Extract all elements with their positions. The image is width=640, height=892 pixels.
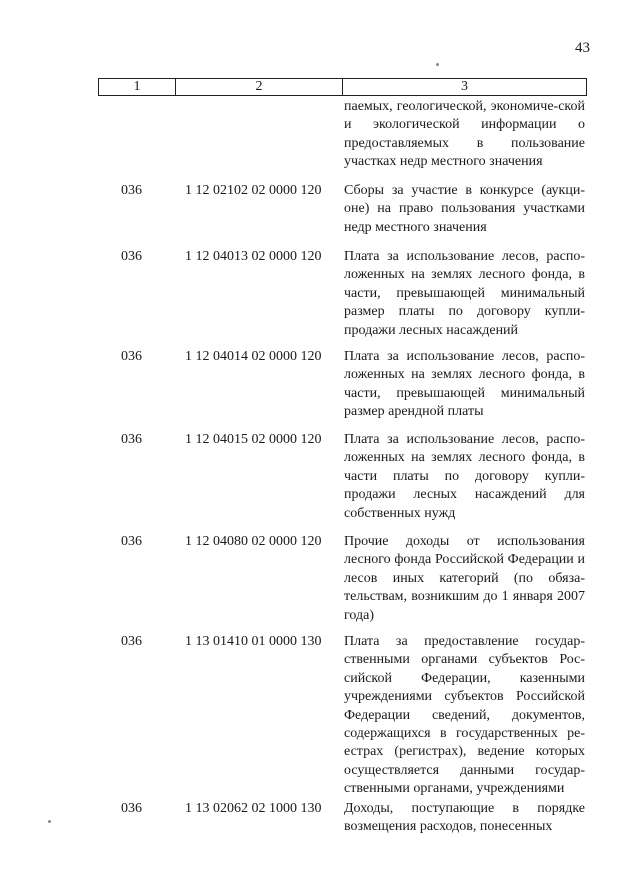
row-kbk: 1 12 04080 02 0000 120 — [185, 534, 322, 549]
row-code: 036 — [121, 249, 142, 264]
row-code: 036 — [121, 534, 142, 549]
row-kbk: 1 12 04013 02 0000 120 — [185, 249, 322, 264]
header-col-1: 1 — [99, 79, 176, 95]
row-description: Плата за использование лесов, распо-ложенных на землях лесного фонда, в части, превышающей минимальный размер арендной платы — [344, 349, 585, 420]
row-description: Плата за использование лесов, распо-ложенных на землях лесного фонда, в части платы по договору купли-продажи лесных насаждений для собственных нужд — [344, 432, 585, 521]
row-description: Плата за использование лесов, распо-ложенных на землях лесного фонда, в части, превышающей минимальный размер платы по договору купли-продажи лесных насаждений — [344, 249, 585, 338]
row-description: Прочие доходы от использования лесного фонда Российской Федерации и лесов иных категорий (по обяза-тельствам, возникшим до 1 января 2007 года) — [344, 534, 585, 623]
scan-speck — [48, 820, 51, 823]
row-code: 036 — [121, 183, 142, 198]
row-kbk: 1 12 04014 02 0000 120 — [185, 349, 322, 364]
row-description: Плата за предоставление государ-ственными органами субъектов Рос-сийской Федерации, казенными учреждениями субъектов Российской Федерации сведений, документов, содержащихся в государственных ре-естрах (регистрах), ведение которых осуществляется данными государ-ственными органами, учреждениями — [344, 634, 585, 797]
row-code: 036 — [121, 801, 142, 816]
row-description: паемых, геологической, экономиче-ской и экологической информации о предоставляемых в пользование участках недр местного значения — [344, 99, 585, 170]
row-kbk: 1 12 04015 02 0000 120 — [185, 432, 322, 447]
header-col-2: 2 — [176, 79, 343, 95]
header-col-3: 3 — [461, 79, 468, 94]
row-kbk: 1 13 01410 01 0000 130 — [185, 634, 322, 649]
row-kbk: 1 13 02062 02 1000 130 — [185, 801, 322, 816]
table-header — [98, 78, 587, 96]
scan-speck — [436, 63, 439, 66]
row-code: 036 — [121, 634, 142, 649]
row-code: 036 — [121, 432, 142, 447]
row-description: Сборы за участие в конкурсе (аукци-оне) на право пользования участками недр местного значения — [344, 183, 585, 235]
row-description: Доходы, поступающие в порядке возмещения расходов, понесенных — [344, 801, 585, 835]
row-kbk: 1 12 02102 02 0000 120 — [185, 183, 322, 198]
page-number: 43 — [575, 40, 590, 56]
row-code: 036 — [121, 349, 142, 364]
